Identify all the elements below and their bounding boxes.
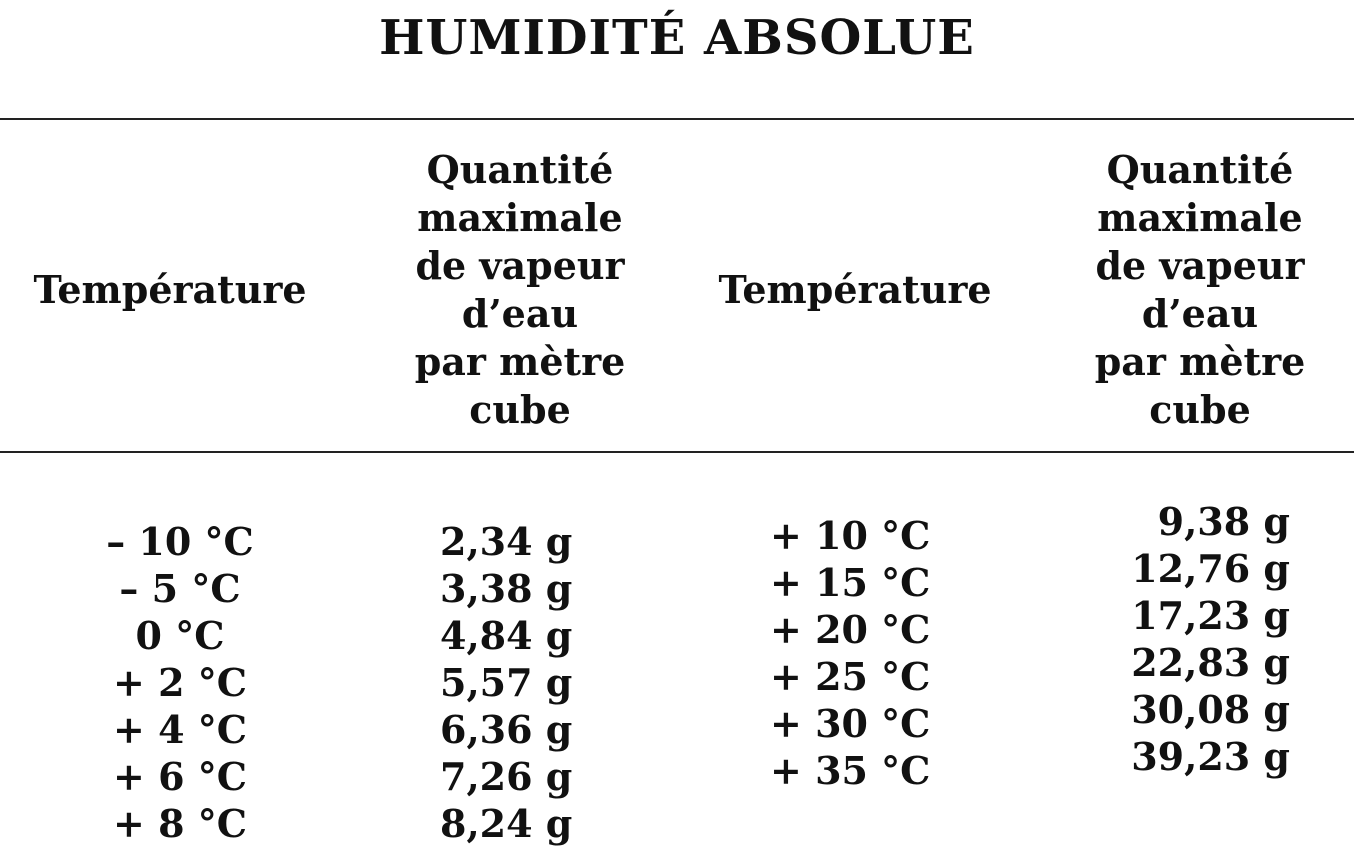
header-quantity-left-label: Quantité maximale de vapeur d’eau par mètre cube bbox=[414, 147, 626, 432]
table-cell: 4,84 g bbox=[440, 613, 573, 658]
quantity-column-left bbox=[440, 518, 600, 847]
table-cell: + 10 °C bbox=[770, 513, 931, 558]
table-cell: + 4 °C bbox=[113, 707, 247, 752]
header-temperature-left bbox=[0, 140, 340, 440]
temperature-column-left bbox=[100, 518, 260, 847]
table-cell: + 30 °C bbox=[770, 701, 931, 746]
table-cell: + 20 °C bbox=[770, 607, 931, 652]
table-cell: + 8 °C bbox=[113, 801, 247, 846]
header-quantity-left bbox=[370, 140, 670, 440]
table-cell: + 15 °C bbox=[770, 560, 931, 605]
table-cell: – 5 °C bbox=[119, 566, 241, 611]
table-cell: 39,23 g bbox=[1131, 734, 1290, 779]
header-top-rule bbox=[0, 118, 1354, 120]
header-quantity-right bbox=[1050, 140, 1350, 440]
quantity-column-right bbox=[1100, 498, 1290, 780]
table-cell: 9,38 g bbox=[1157, 499, 1290, 544]
table-cell: 5,57 g bbox=[440, 660, 573, 705]
table-cell: 8,24 g bbox=[440, 801, 573, 846]
header-temperature-right bbox=[690, 140, 1020, 440]
header-quantity-right-label: Quantité maximale de vapeur d’eau par mètre cube bbox=[1094, 147, 1306, 432]
table-cell: 22,83 g bbox=[1131, 640, 1290, 685]
header-temperature-right-label: Température bbox=[718, 267, 992, 312]
table-cell: 6,36 g bbox=[440, 707, 573, 752]
table-cell: 30,08 g bbox=[1131, 687, 1290, 732]
table-cell: – 10 °C bbox=[106, 519, 254, 564]
page-title: HUMIDITÉ ABSOLUE bbox=[379, 10, 975, 66]
table-cell: 7,26 g bbox=[440, 754, 573, 799]
table-cell: + 2 °C bbox=[113, 660, 247, 705]
table-cell: 2,34 g bbox=[440, 519, 573, 564]
table-cell: 0 °C bbox=[135, 613, 225, 658]
header-temperature-left-label: Température bbox=[33, 267, 307, 312]
header-bottom-rule bbox=[0, 451, 1354, 453]
table-cell: 12,76 g bbox=[1131, 546, 1290, 591]
table-cell: + 25 °C bbox=[770, 654, 931, 699]
table-cell: 3,38 g bbox=[440, 566, 573, 611]
table-cell: 17,23 g bbox=[1131, 593, 1290, 638]
temperature-column-right bbox=[770, 512, 930, 794]
table-cell: + 6 °C bbox=[113, 754, 247, 799]
table-cell: + 35 °C bbox=[770, 748, 931, 793]
